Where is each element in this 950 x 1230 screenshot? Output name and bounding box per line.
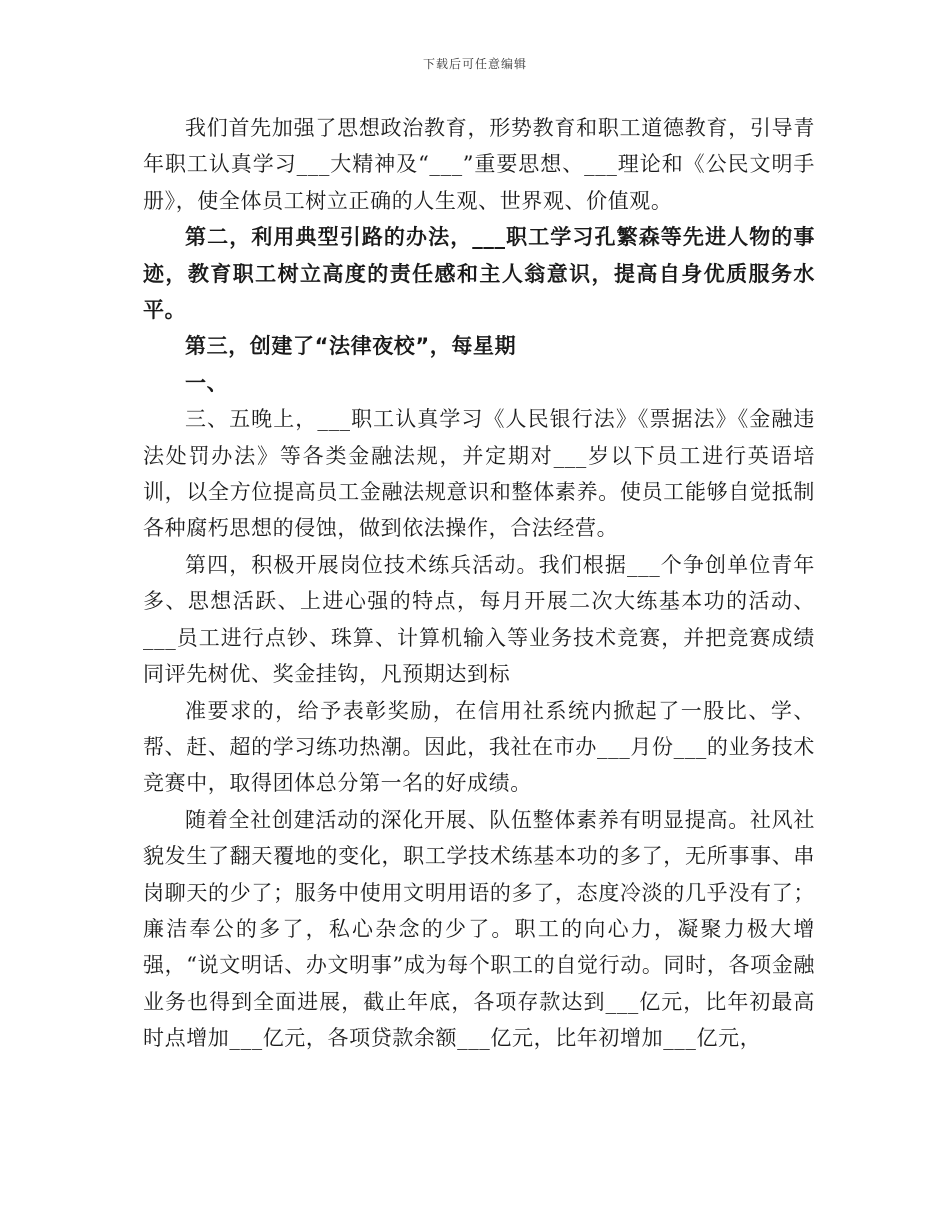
paragraph-third-continued: 一、 — [185, 370, 229, 395]
paragraph-law-school: 三、五晚上，___职工认真学习《人民银行法》《票据法》《金融违法处罚办法》等各类金融法规，并定期对___岁以下员工进行英语培训，以全方位提高员工金融法规意识和整体素养。使员工能够自觉抵制各种腐朽思想的侵蚀，做到依法操作，合法经营。 — [143, 407, 815, 541]
document-body — [143, 110, 815, 1057]
paragraph-second: 第二，利用典型引路的办法，___职工学习孔繁森等先进人物的事迹，教育职工树立高度的责任感和主人翁意识，提高自身优质服务水平。 — [143, 225, 815, 323]
paragraph-third: 第三，创建了“法律夜校”，每星期 — [185, 334, 517, 359]
header-note: 下载后可任意编辑 — [422, 57, 527, 71]
paragraph-fourth: 第四，积极开展岗位技术练兵活动。我们根据___个争创单位青年多、思想活跃、上进心强的特点，每月开展二次大练基本功的活动、___员工进行点钞、珠算、计算机输入等业务技术竞赛，并把竞赛成绩同评先树优、奖金挂钩，凡预期达到标 — [143, 552, 815, 687]
paragraph-results: 随着全社创建活动的深化开展、队伍整体素养有明显提高。社风社貌发生了翻天覆地的变化，职工学技术练基本功的多了，无所事事、串岗聊天的少了；服务中使用文明用语的多了，态度冷淡的几乎没有了；廉洁奉公的多了，私心杂念的少了。职工的向心力，凝聚力极大增强，“说文明话、办文明事”成为每个职工的自觉行动。同时，各项金融业务也得到全面进展，截止年底，各项存款达到___亿元，比年初最高时点增加___亿元，各项贷款余额___亿元，比年初增加___亿元， — [143, 807, 815, 1051]
paragraph-education: 我们首先加强了思想政治教育，形势教育和职工道德教育，引导青年职工认真学习___大精神及“___”重要思想、___理论和《公民文明手册》，使全体员工树立正确的人生观、世界观、价值观。 — [143, 116, 815, 213]
paragraph-fourth-continued: 准要求的，给予表彰奖励，在信用社系统内掀起了一股比、学、帮、赶、超的学习练功热潮。因此，我社在市办___月份___的业务技术竞赛中，取得团体总分第一名的好成绩。 — [143, 698, 815, 796]
